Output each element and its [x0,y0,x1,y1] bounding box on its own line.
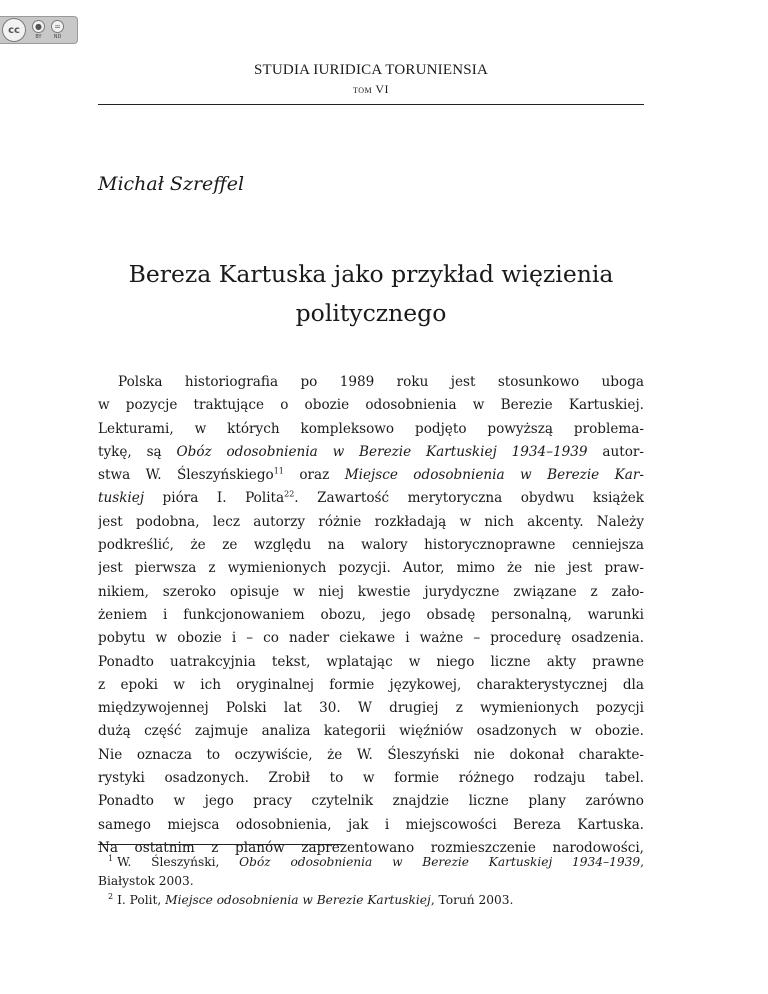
header-rule [98,104,644,105]
creative-commons-icon: cc [2,18,26,42]
volume-label: tom VI [352,82,390,96]
body-line: jest pierwsza z wymienionych pozycji. Autor, mimo że nie jest praw- [98,560,644,577]
body-line: pobytu w obozie i – co nader ciekawe i ważne – procedurę osadzenia. [98,630,644,647]
footnote-1-number: 1 [108,853,114,863]
body-line: nikiem, szeroko opisuje w niej kwestie jurydyczne związane z zało- [98,583,644,600]
no-derivatives-icon-group [51,20,64,40]
attribution-label: BY [35,34,42,40]
body-paragraph [98,371,644,860]
body-line: dużą część zajmuje analiza kategorii więźniów osadzonych w obozie. [98,723,644,740]
body-line: żeniem i funkcjonowaniem obozu, jego obsadę personalną, warunki [98,606,644,623]
body-line: międzywojennej Polski lat 30. W drugiej z wymienionych pozycji [98,700,644,717]
body-line: stwa W. Śleszyńskiego$^{11}$ oraz Miejsce odosobnienia w Berezie Kar- [98,466,644,484]
book-title-2: Miejsce odosobnienia w Berezie Kar- [344,467,644,484]
body-line: Ponadto uatrakcyjnia tekst, wplatając w niego liczne akty prawne [98,653,644,670]
article-title-line-2: politycznego [295,299,447,327]
journal-name: STUDIA IURIDICA TORUNIENSIA [253,62,489,78]
body-line: samego miejsca odosobnienia, jak i miejscowości Bereza Kartuska. [98,816,644,833]
body-line: Polska historiografia po 1989 roku jest stosunkowo uboga [118,374,644,390]
license-badge[interactable] [0,16,78,44]
article-title [98,255,644,333]
body-line: Lekturami, w których kompleksowo podjęto powyższą problema- [98,420,644,437]
footnote-ref-1[interactable]: 11 [273,466,284,476]
body-line: rystyki osadzonych. Zrobił to w formie różnego rodzaju tabel. [98,770,644,787]
body-line: jest podobna, lecz autorzy różnie rozkładają w nich akcenty. Należy [98,513,644,530]
no-derivatives-icon: = [51,20,64,33]
footnote-2-number: 2 [108,891,114,901]
footnote-1-continued: Białystok 2003. [98,874,194,888]
footnote-1: $^1$ W. Śleszyński, Obóz odosobnienia w Berezie Kartuskiej 1934–1939, [108,853,644,869]
book-title-1: Obóz odosobnienia w Berezie Kartuskiej 1934–1939 [176,443,588,460]
body-line: w pozycje traktujące o obozie odosobnienia w Berezie Kartuskiej. [98,397,644,414]
article-title-line-1: Bereza Kartuska jako przykład więzienia [128,260,614,288]
attribution-icon: ● [32,20,45,33]
footnote-ref-2[interactable]: 22 [284,489,295,499]
body-line: Na ostatnim z planów zaprezentowano rozmieszczenie narodowości, [98,839,644,856]
body-line: z epoki w ich oryginalnej formie językowej, charakterystycznej dla [98,676,644,693]
footnote-2: $^2$ I. Polit, Miejsce odosobnienia w Berezie Kartuskiej, Toruń 2003. [108,891,514,907]
attribution-icon-group [32,20,45,40]
no-derivatives-label: ND [53,34,62,40]
footnote-rule [98,844,344,845]
author-name: Michał Szreffel [98,173,245,195]
body-line: tykę, są Obóz odosobnienia w Berezie Kartuskiej 1934–1939 autor- [98,443,644,460]
body-line: podkreślić, że ze względu na walory historycznoprawne cenniejsza [98,537,644,554]
body-line: Ponadto w jego pracy czytelnik znajdzie liczne plany zarówno [98,793,644,810]
body-line: tuskiej pióra I. Polita$^{22}$. Zawartość merytoryczna obydwu książek [98,489,644,507]
body-line: Nie oznacza to oczywiście, że W. Śleszyński nie dokonał charakte- [98,746,644,763]
footnotes [98,853,644,910]
